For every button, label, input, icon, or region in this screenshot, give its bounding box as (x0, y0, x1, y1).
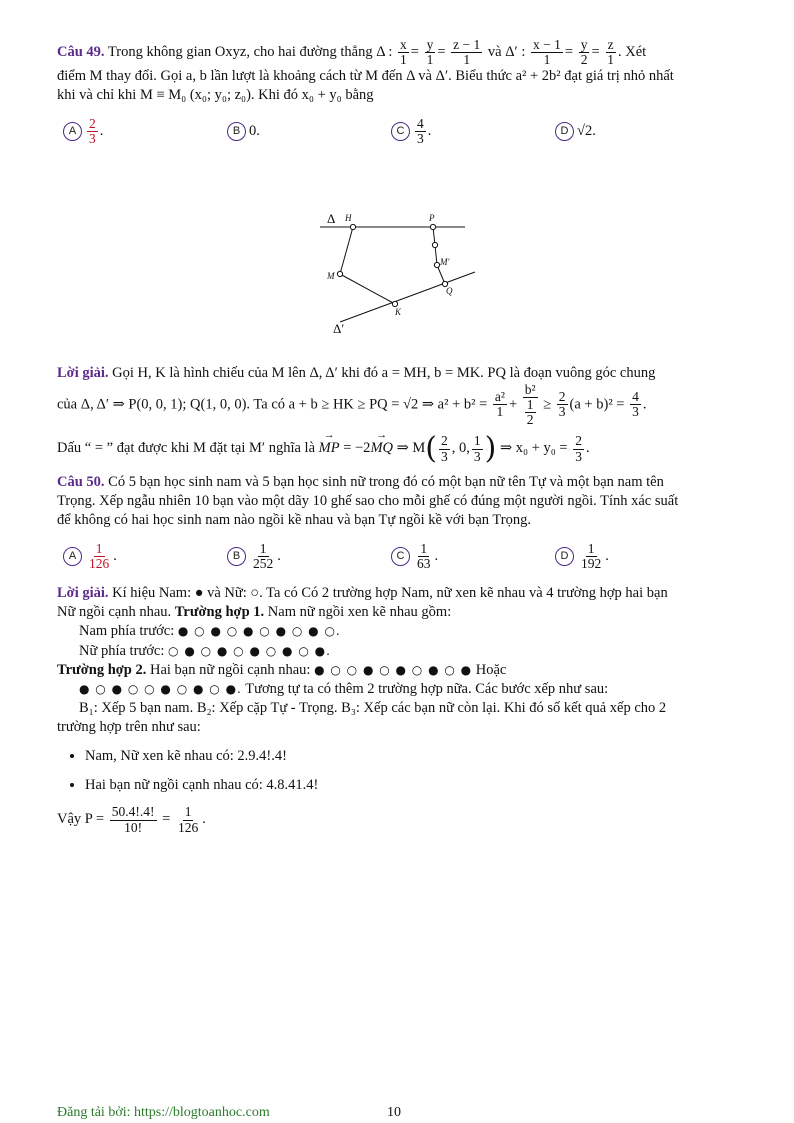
question-text: Trong không gian Oxyz, cho hai đường thẳng Δ : (107, 44, 393, 60)
question-label: Câu 50. (57, 473, 105, 490)
label-m-prime: M′ (440, 256, 450, 267)
solution-label: Lời giải. (57, 364, 109, 381)
results-list (57, 747, 732, 795)
option-text: 0. (249, 123, 260, 140)
solution-text: , 0, (451, 440, 470, 457)
arrangement-dots: ● ○ ○ ● ○ ● ○ ● ○ ● (314, 662, 473, 677)
solution-text: Gọi H, K là hình chiếu của M lên Δ, Δ′ khi đó a = MH, b = MK. PQ là đoạn vuông góc chung (112, 364, 656, 381)
solution-text: Nữ ngồi cạnh nhau. (57, 604, 172, 621)
solution-text: (a + b)² = (569, 396, 625, 413)
fraction: $\frac{1}{192}$ (581, 540, 602, 571)
solution-text: = (162, 811, 171, 828)
fraction: $\frac{\text{a²}}{1}$ (494, 389, 505, 420)
arrangement-label: Nữ phía trước: (79, 642, 165, 659)
conclusion: Vậy P = $\frac{50.4!.4!}{10!}$ = $\frac{1}{126}$ . (57, 804, 206, 835)
case-2 (57, 661, 732, 680)
fraction: $\frac{1}{3}$ (473, 433, 481, 464)
page-footer (57, 1104, 732, 1122)
case-label: Trường hợp 1. (174, 604, 265, 621)
solution-text: ⇒ x₀ + y₀ = (499, 440, 568, 457)
option-a[interactable]: A $\frac{2}{3}$ . (63, 117, 227, 146)
fraction: $\frac{\text{b²}}{\frac{1}{2}}$ (524, 381, 536, 428)
option-letter: B (227, 122, 246, 141)
solution-text: = −2 (343, 440, 371, 457)
solution-text: trường hợp trên như sau: (57, 719, 201, 736)
label-delta-prime: Δ′ (333, 320, 345, 336)
fraction: $\frac{1}{252}$ (253, 540, 274, 571)
solution-50 (57, 584, 732, 835)
fraction: $\frac{z - 1}{1}$ (453, 37, 481, 68)
vector-mp: → MP (319, 439, 340, 458)
list-item: • Nam, Nữ xen kẽ nhau có: 2.9.4!.4! (85, 747, 732, 766)
fraction: $\frac{4}{3}$ (632, 389, 639, 420)
solution-text: Hoặc (475, 661, 507, 678)
label-k: K (395, 306, 402, 317)
answer-options (63, 536, 732, 576)
label-h: H (345, 212, 352, 223)
answer-options (63, 112, 732, 152)
question-text: khi và chỉ khi M ≡ M₀ (x₀; y₀; z₀). Khi đó x₀ + y₀ bằng (57, 87, 374, 104)
steps-cont (57, 718, 732, 737)
list-item: • Hai bạn nữ ngồi cạnh nhau có: 4.8.41.4! (85, 776, 732, 795)
case-label: Trường hợp 2. (57, 661, 147, 678)
arrangement-male-first (57, 622, 732, 641)
label-q: Q (446, 285, 453, 296)
option-c[interactable]: C $\frac{1}{63}$ . (391, 542, 555, 571)
option-text: √2. (577, 123, 596, 140)
arrangement-dots: ● ○ ● ○ ● ○ ● ○ ● ○. (177, 624, 341, 639)
fraction: $\frac{50.4!.4!}{10!}$ (111, 804, 155, 835)
fraction: $\frac{2}{3}$ (558, 389, 566, 420)
option-letter: D (555, 547, 574, 566)
label-p: P (429, 212, 435, 223)
solution-text: Nam nữ ngồi xen kẽ nhau gồm: (267, 604, 452, 621)
footer-link[interactable]: Đăng tải bởi: https://blogtoanhoc.com (57, 1105, 270, 1120)
arrangement-label: Nam phía trước: (79, 623, 175, 640)
solution-text: ⇒ M (396, 440, 426, 457)
fraction: $\frac{4}{3}$ (417, 115, 424, 147)
vector-mq: → MQ (370, 439, 393, 458)
option-letter: C (391, 547, 410, 566)
question-text: . Xét (618, 44, 647, 60)
fraction: $\frac{y}{1}$ (426, 37, 434, 68)
question-49: Câu 49. Trong không gian Oxyz, cho hai đường thẳng Δ : $\frac{x}{1}$ = $\frac{y}{1}$ = $\frac{z - 1}{1}$ và Δ′ : $\frac{x - 1}{1}$ = $\frac{y}{2}$ = $\frac{z}{1}$ . Xét điểm M thay đổi. Gọi a, b lần lượt là khoảng cách từ M đến Δ và Δ′. Biểu thức a² + 2b² đạt giá trị nhỏ nhất khi và chỉ khi M ≡ M₀ (x₀; y₀; z₀). Khi đó x₀ + y₀ bằng (57, 37, 674, 104)
solution-text: Vậy P = (57, 811, 105, 828)
page-content (57, 38, 732, 835)
solution-text: Dấu “ = ” đạt được khi M đặt tại M′ nghĩa là (57, 440, 316, 457)
arrangement-female-first (57, 642, 732, 661)
solution-text: ≥ (543, 396, 552, 413)
arrangement-dots: ● ○ ● ○ ○ ● ○ ● ○ ●. (79, 681, 242, 696)
option-d[interactable] (555, 122, 719, 141)
fraction: $\frac{z}{1}$ (607, 37, 614, 68)
geometry-figure (315, 202, 485, 342)
case-2-alt (57, 680, 732, 699)
solution-label: Lời giải. (57, 585, 109, 602)
solution-text: Hai bạn nữ ngồi cạnh nhau: (149, 661, 311, 678)
option-letter: C (391, 122, 410, 141)
option-letter: D (555, 122, 574, 141)
solution-text: của Δ, Δ′ ⇒ P(0, 0, 1); Q(1, 0, 0). Ta có a + b ≥ HK ≥ PQ = √2 ⇒ a² + b² = (57, 396, 488, 413)
option-letter: B (227, 547, 246, 566)
fraction: $\frac{x - 1}{1}$ (533, 37, 561, 68)
option-a[interactable]: A $\frac{1}{126}$ . (63, 542, 227, 571)
fraction: $\frac{y}{2}$ (580, 37, 588, 68)
label-delta: Δ (327, 210, 336, 226)
option-letter: A (63, 122, 82, 141)
question-50 (57, 473, 732, 530)
question-text: điểm M thay đổi. Gọi a, b lần lượt là khoảng cách từ M đến Δ và Δ′. Biểu thức a² + 2b² đạt giá trị nhỏ nhất (57, 68, 674, 85)
fraction: $\frac{1}{126}$ (89, 540, 110, 571)
page-number: 10 (387, 1105, 401, 1120)
figure-svg (315, 202, 485, 342)
fraction: $\frac{1}{126}$ (177, 804, 199, 835)
fraction: $\frac{x}{1}$ (400, 37, 407, 68)
arrangement-dots: ○ ● ○ ● ○ ● ○ ● ○ ●. (168, 643, 331, 658)
fraction: $\frac{2}{3}$ (89, 115, 96, 147)
option-d[interactable]: D $\frac{1}{192}$ . (555, 542, 719, 571)
conjunction-text: và Δ′ : (487, 44, 526, 60)
question-text: Có 5 bạn học sinh nam và 5 bạn học sinh nữ trong đó có một bạn nữ tên Tự và một bạn nam tên (108, 473, 664, 490)
question-text: Trọng. Xếp ngẫu nhiên 10 bạn vào một dãy 10 ghế sao cho mỗi ghế có đúng một người ngồi. Tính xác suất (57, 492, 679, 509)
fraction: $\frac{2}{3}$ (441, 433, 448, 464)
option-b[interactable] (227, 122, 391, 141)
solution-49: Lời giải. Gọi H, K là hình chiếu của M lên Δ, Δ′ khi đó a = MH, b = MK. PQ là đoạn vuông góc chung của Δ, Δ′ ⇒ P(0, 0, 1); Q(1, 0, 0). Ta có a + b ≥ HK ≥ PQ = √2 ⇒ a² + b² = $\frac{\text{a²}}{1}$ + $\frac{\text{b²}}{\frac{1}{2}}$ ≥ $\frac{2}{3}$ (a + b)² = $\frac{4}{3}$ . (57, 364, 656, 428)
fraction: $\frac{2}{3}$ (575, 433, 582, 464)
solution-text: Kí hiệu Nam: ● và Nữ: ○. Ta có Có 2 trường hợp Nam, nữ xen kẽ nhau và 4 trường hợp hai bạn (112, 585, 668, 602)
solution-text: Tương tự ta có thêm 2 trường hợp nữa. Các bước xếp như sau: (245, 680, 609, 697)
option-c[interactable]: C $\frac{4}{3}$ . (391, 117, 555, 146)
solution-49-equality: Dấu “ = ” đạt được khi M đặt tại M′ nghĩa là → MP = −2→ MQ ⇒ M( $\frac{2}{3}$ , 0, $\frac{1}{3}$ ) ⇒ x₀ + y₀ = $\frac{2}{3}$ . (57, 429, 732, 469)
line-delta-prime (340, 272, 475, 322)
fraction: $\frac{1}{63}$ (417, 540, 431, 571)
solution-text: B₁: Xếp 5 bạn nam. B₂: Xếp cặp Tự - Trọng. B₃: Xếp các bạn nữ còn lại. Khi đó số kết quả xếp cho 2 (79, 699, 667, 716)
option-b[interactable]: B $\frac{1}{252}$ . (227, 542, 391, 571)
question-text: để không có hai học sinh nam nào ngồi kề nhau và bạn Tự ngồi kề với bạn Trọng. (57, 512, 531, 529)
steps (57, 699, 732, 718)
label-m: M (327, 270, 335, 281)
option-letter: A (63, 547, 82, 566)
question-label: Câu 49. (57, 44, 105, 60)
